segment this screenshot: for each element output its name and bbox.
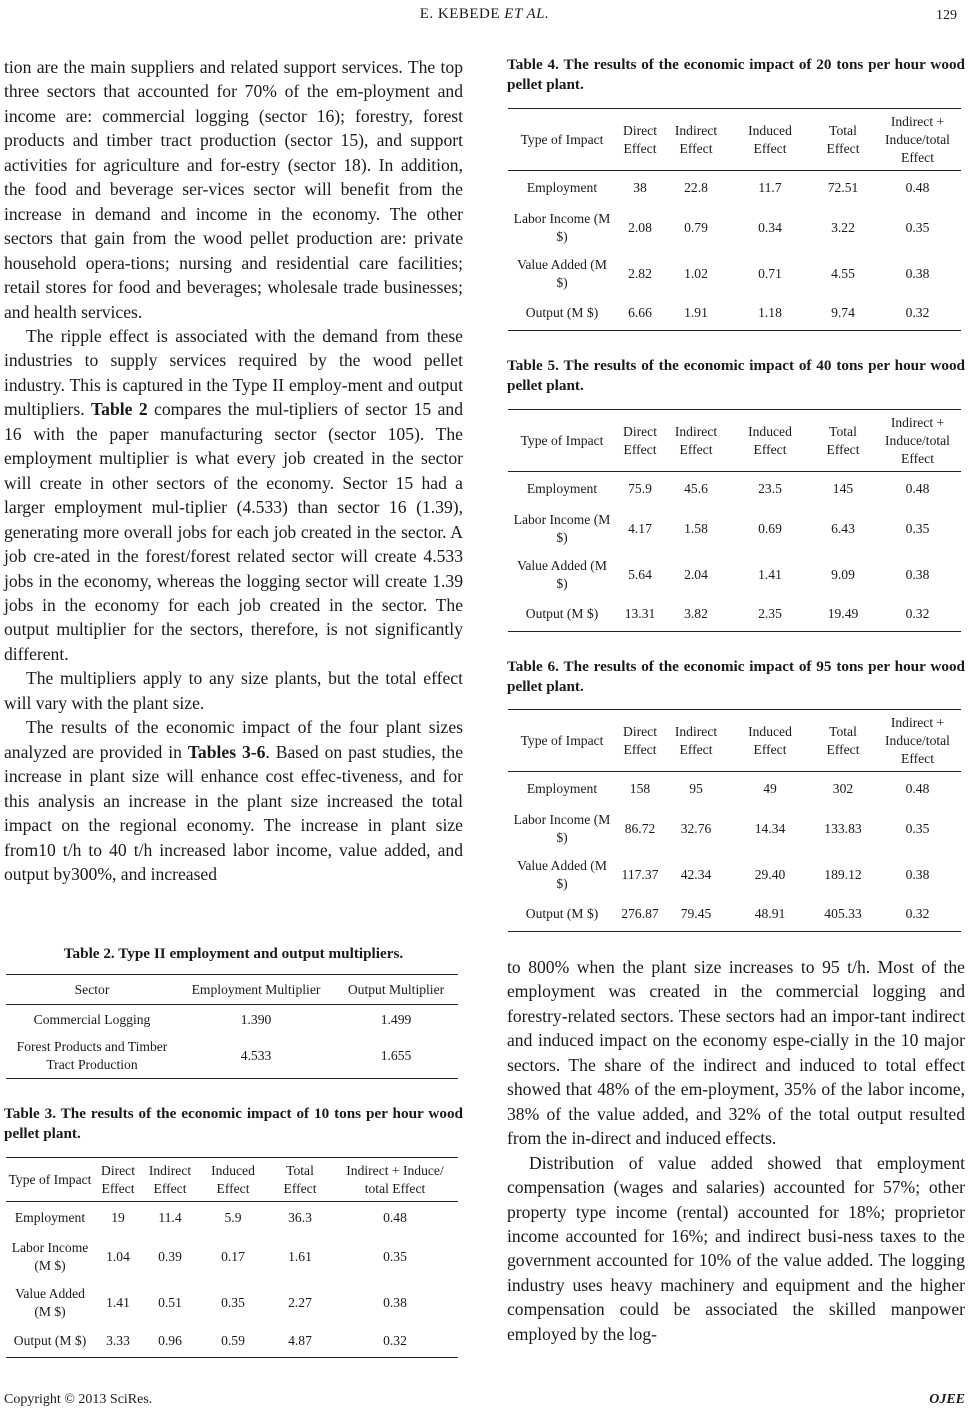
- table-row: [508, 171, 961, 205]
- column-header: Direct Effect: [623, 423, 657, 457]
- table-row: [6, 1280, 458, 1326]
- table-cell: Value Added (M $): [517, 256, 607, 290]
- table-cell: 3.22: [831, 219, 855, 235]
- table-cell: 32.76: [680, 820, 712, 836]
- table-cell: 0.96: [158, 1333, 182, 1349]
- table-header-row: [6, 975, 458, 1005]
- table-cell: 0.48: [905, 780, 930, 796]
- table-cell: 49: [763, 780, 777, 796]
- table-cell: 302: [832, 780, 854, 796]
- column-header: Indirect + Induce/total Effect: [885, 414, 950, 466]
- table-row: [6, 1005, 458, 1035]
- paragraph-text: . Based on past studies, the increase in plant size will enhance cost effec-tiveness, and for this analysis an increase in the plant size increased the total impact on the regional economy. The increase in plant size from10 t/h to 40 t/h increased labor income, value added, and output by300%, and increased: [4, 741, 464, 884]
- column-header: Indirect Effect: [674, 723, 718, 757]
- left-column-text: [4, 55, 463, 886]
- table-cell: 11.7: [758, 179, 782, 195]
- table-cell: Output (M $): [525, 906, 599, 922]
- table-cell: Value Added (M $): [517, 557, 607, 591]
- table-cell: 3.82: [684, 606, 708, 622]
- table4-caption: Table 4. The results of the economic impact of 20 tons per hour wood pellet plant.: [507, 56, 965, 93]
- table-cell: 2.27: [288, 1294, 312, 1310]
- table-cell: 13.31: [624, 606, 656, 622]
- table2: [6, 974, 458, 1079]
- table-cell: 405.33: [824, 906, 862, 922]
- table-cell: 4.533: [240, 1048, 272, 1064]
- table-reference: Table 2: [91, 399, 148, 420]
- table-cell: 0.34: [758, 219, 782, 235]
- table-cell: 0.32: [905, 305, 930, 321]
- table-row: [508, 598, 961, 632]
- column-header: Induced Effect: [748, 122, 792, 156]
- table-cell: 9.74: [831, 305, 855, 321]
- column-header: Direct Effect: [101, 1162, 135, 1196]
- table-cell: 0.32: [383, 1333, 407, 1349]
- column-header: Type of Impact: [520, 131, 604, 147]
- table-row: [508, 772, 961, 806]
- column-header: Type of Impact: [8, 1171, 92, 1187]
- paragraph: Distribution of value added showed that employment compensation (wages and salaries) accounted for 57%; other property type income (rental) accounted for 18%; proprietor income accounted for 16%; and indirect busi-ness taxes to the government accounted for 10% of the value added. The logging industry uses heavy machinery and equipment and the higher compensation could be associated the skilled manpower employed by the log-: [507, 1152, 965, 1344]
- paragraph: [4, 715, 463, 886]
- table-cell: 6.43: [831, 520, 855, 536]
- table-cell: Labor Income (M $): [513, 210, 611, 244]
- right-column-text: [507, 955, 965, 1346]
- table-cell: Value Added (M $): [15, 1285, 85, 1319]
- column-header: Sector: [74, 981, 110, 997]
- table-cell: 145: [832, 480, 854, 496]
- table-cell: 42.34: [680, 866, 712, 882]
- table-cell: 38: [633, 179, 647, 195]
- table-row: [508, 251, 961, 297]
- table-row: [6, 1035, 458, 1079]
- table-cell: 0.38: [905, 265, 930, 281]
- table4: [508, 108, 961, 331]
- table-cell: 14.34: [754, 820, 786, 836]
- column-header: Induced Effect: [211, 1162, 255, 1196]
- table-cell: 1.04: [106, 1248, 130, 1264]
- table-cell: 1.58: [684, 520, 708, 536]
- table-reference: Tables 3-6: [187, 741, 266, 762]
- table-cell: Employment: [14, 1209, 86, 1225]
- column-header: Indirect + Induce/total Effect: [885, 113, 950, 165]
- table-row: [6, 1326, 458, 1358]
- table6: [508, 709, 961, 932]
- column-header: Type of Impact: [520, 732, 604, 748]
- table-cell: 0.38: [905, 566, 930, 582]
- table5: [508, 409, 961, 632]
- table-row: [508, 898, 961, 932]
- table-header-row: [6, 1158, 458, 1202]
- table-cell: 0.69: [758, 520, 782, 536]
- table-cell: 0.17: [221, 1248, 245, 1264]
- table-cell: 0.38: [383, 1294, 407, 1310]
- table-cell: Labor Income (M $): [11, 1239, 89, 1273]
- paragraph: [4, 324, 463, 666]
- table-cell: 23.5: [758, 480, 782, 496]
- table-cell: 0.32: [905, 906, 930, 922]
- table-row: [508, 552, 961, 598]
- table-cell: 133.83: [824, 820, 862, 836]
- paragraph-text: compares the mul-tipliers of sector 15 and 16 with the paper manufacturing sector (sector 105). The employment multiplier is what every job created in the sector will create in other sectors of the economy. Sector 15 had a larger employment mul-tiplier (4.533) than sector 16 (1.39), generating more overall jobs for each job created in the sector. A job cre-ated in the forest/forest related sector will create 4.533 jobs in the economy, whereas the logging sector will create 1.39 jobs in the economy for each job created in the sector. The output multiplier for the sectors, therefore, is not significantly different.: [4, 399, 464, 664]
- paragraph: tion are the main suppliers and related support services. The top three sectors that accounted for 70% of the em-ployment and income are: commercial logging (sector 16); forestry, forest products and timber tract production (sector 15), and support activities for agriculture and for-estry (sector 18). In addition, the food and beverage ser-vices sector will benefit from the increase in demand and income in the economy. The other sectors that gain from the wood pellet production are: private household opera-tions; nursing and residential care facilities; retail stores for food and beverages; wholesale trade businesses; and health services.: [4, 57, 463, 322]
- table6-caption: Table 6. The results of the economic impact of 95 tons per hour wood pellet plant.: [507, 658, 965, 695]
- table-cell: 3.33: [106, 1333, 130, 1349]
- table-cell: Employment: [526, 179, 598, 195]
- table-cell: 22.8: [684, 179, 708, 195]
- column-header: Direct Effect: [623, 122, 657, 156]
- table-cell: 36.3: [288, 1209, 312, 1225]
- table-cell: 2.08: [628, 219, 652, 235]
- table-cell: 0.39: [158, 1248, 182, 1264]
- table-cell: Labor Income (M $): [513, 811, 611, 845]
- table-cell: 1.390: [240, 1011, 272, 1027]
- paragraph-text: The results of the economic impact of the four plant sizes analyzed are provided in: [4, 717, 463, 762]
- table-cell: 95: [689, 780, 703, 796]
- table-cell: 158: [629, 780, 651, 796]
- table-row: [508, 852, 961, 898]
- table-cell: 0.71: [758, 265, 782, 281]
- table-cell: 0.35: [905, 820, 930, 836]
- table-cell: Output (M $): [525, 305, 599, 321]
- table-header-row: [508, 109, 961, 171]
- table-cell: Employment: [526, 480, 598, 496]
- table-cell: 1.41: [758, 566, 782, 582]
- table-row: [508, 506, 961, 552]
- table-cell: 19: [111, 1209, 125, 1225]
- column-header: Indirect Effect: [148, 1162, 192, 1196]
- table-cell: 1.02: [684, 265, 708, 281]
- table-cell: 0.35: [221, 1294, 245, 1310]
- table-cell: 0.35: [905, 520, 930, 536]
- column-header: Indirect Effect: [674, 423, 718, 457]
- table-cell: 5.9: [224, 1209, 242, 1225]
- table-cell: 6.66: [628, 305, 652, 321]
- table-cell: 1.91: [684, 305, 708, 321]
- journal-abbreviation: OJEE: [929, 1392, 965, 1407]
- table-cell: 2.82: [628, 265, 652, 281]
- column-header: Induced Effect: [748, 423, 792, 457]
- table-cell: 11.4: [158, 1209, 182, 1225]
- table-cell: 5.64: [628, 566, 652, 582]
- column-header: Total Effect: [826, 423, 860, 457]
- table-header-row: [508, 710, 961, 772]
- table-cell: 1.18: [758, 305, 782, 321]
- table-cell: 2.04: [684, 566, 708, 582]
- table-cell: 2.35: [758, 606, 782, 622]
- table-cell: 4.55: [831, 265, 855, 281]
- table3-caption: Table 3. The results of the economic impact of 10 tons per hour wood pellet plant.: [4, 1105, 463, 1142]
- table-cell: 117.37: [621, 866, 659, 882]
- table-cell: 1.41: [106, 1294, 130, 1310]
- table-cell: 0.48: [905, 179, 930, 195]
- table-row: [508, 806, 961, 852]
- running-head-author: E. KEBEDE: [419, 6, 501, 22]
- column-header: Total Effect: [283, 1162, 317, 1196]
- table-row: [508, 205, 961, 251]
- table-cell: 0.32: [905, 606, 930, 622]
- table-cell: 0.48: [905, 480, 930, 496]
- table3: [6, 1157, 458, 1358]
- table-cell: 276.87: [621, 906, 659, 922]
- table-cell: Output (M $): [525, 606, 599, 622]
- table-row: [508, 297, 961, 331]
- paragraph: The multipliers apply to any size plants, but the total effect will vary with the plant size.: [4, 668, 463, 713]
- paragraph-text: The ripple effect is associated with the demand from these industries to supply services required by the wood pellet industry. This is captured in the Type II employ-ment and output multipliers.: [4, 325, 463, 420]
- table-cell: 189.12: [824, 866, 862, 882]
- table-cell: 0.35: [383, 1248, 407, 1264]
- copyright-notice: Copyright © 2013 SciRes.: [4, 1392, 153, 1407]
- table-cell: Value Added (M $): [517, 857, 607, 891]
- table-cell: Employment: [526, 780, 598, 796]
- table-cell: 79.45: [680, 906, 712, 922]
- column-header: Output Multiplier: [347, 981, 445, 997]
- table-cell: 0.35: [905, 219, 930, 235]
- table5-caption: Table 5. The results of the economic impact of 40 tons per hour wood pellet plant.: [507, 357, 965, 394]
- table-cell: Output (M $): [13, 1333, 87, 1349]
- column-header: Total Effect: [826, 122, 860, 156]
- table-cell: 1.61: [288, 1248, 312, 1264]
- table-cell: 45.6: [684, 480, 708, 496]
- table-cell: 0.38: [905, 866, 930, 882]
- paragraph: to 800% when the plant size increases to 95 t/h. Most of the employment was created in the commercial logging and forestry-related sectors. These sectors had an impor-tant indirect and induced impact on the economy espe-cially in the 10 major sectors. The share of the indirect and induced to total effect showed that 48% of the em-ployment, 35% of the labor income, 38% of the value added, and 32% of the total output resulted from the in-direct and induced effects.: [507, 957, 965, 1149]
- table-cell: Commercial Logging: [33, 1011, 151, 1027]
- table-row: [6, 1234, 458, 1280]
- table-cell: 48.91: [754, 906, 786, 922]
- table2-caption: Table 2. Type II employment and output multipliers.: [63, 945, 404, 962]
- table-cell: 1.499: [380, 1011, 412, 1027]
- column-header: Direct Effect: [623, 723, 657, 757]
- column-header: Indirect + Induce/total Effect: [885, 714, 950, 766]
- table-cell: 86.72: [624, 820, 656, 836]
- table-row: [508, 472, 961, 506]
- table-cell: 0.79: [684, 219, 708, 235]
- running-head-etal: ET AL.: [504, 6, 550, 22]
- table-row: [6, 1202, 458, 1234]
- table-cell: Forest Products and Timber Tract Production: [16, 1039, 168, 1073]
- table-cell: 4.87: [288, 1333, 312, 1349]
- table-cell: Labor Income (M $): [513, 511, 611, 545]
- table-cell: 0.59: [221, 1333, 245, 1349]
- table-cell: 29.40: [754, 866, 786, 882]
- table-cell: 0.48: [383, 1209, 407, 1225]
- page-number: 129: [936, 8, 957, 23]
- table-cell: 0.51: [158, 1294, 182, 1310]
- table-cell: 4.17: [628, 520, 652, 536]
- table-header-row: [508, 410, 961, 472]
- table-cell: 19.49: [827, 606, 859, 622]
- table-cell: 9.09: [831, 566, 855, 582]
- column-header: Indirect + Induce/ total Effect: [346, 1162, 444, 1196]
- table-cell: 75.9: [628, 480, 652, 496]
- running-head: [0, 6, 969, 23]
- column-header: Indirect Effect: [674, 122, 718, 156]
- column-header: Total Effect: [826, 723, 860, 757]
- table-cell: 1.655: [380, 1048, 412, 1064]
- page-header: [0, 6, 969, 28]
- column-header: Employment Multiplier: [191, 981, 321, 997]
- table-cell: 72.51: [827, 179, 859, 195]
- column-header: Type of Impact: [520, 432, 604, 448]
- column-header: Induced Effect: [748, 723, 792, 757]
